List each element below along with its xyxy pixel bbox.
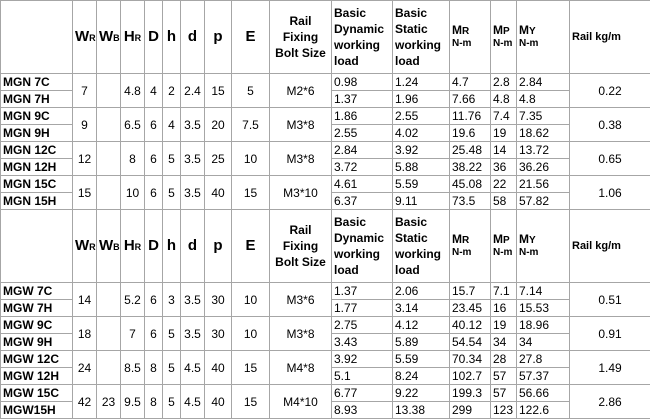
header-static: Basic Static working load [393,1,450,74]
dynamic-load-cell: 2.55 [332,125,393,142]
w-cell: 12 [73,142,97,176]
model-cell: MGN 12H [1,159,73,176]
dynamic-load-cell: 1.37 [332,283,393,300]
d-upper-cell: 4 [145,74,163,108]
bolt-cell: M3*10 [270,176,332,210]
e-cell: 10 [232,283,270,317]
wb-cell: 23 [97,385,121,419]
mp-cell: 2.8 [491,74,517,91]
rail-weight-cell: 2.86 [570,385,650,419]
header-mr-unit: N-m [452,247,471,258]
h-lower-cell: 2 [163,74,181,108]
my-cell: 2.84 [517,74,570,91]
static-load-cell: 5.89 [393,334,450,351]
header-mp-symbol: M [493,232,503,246]
header-mr-unit: N-m [452,38,471,49]
mr-cell: 11.76 [450,108,491,125]
my-cell: 56.66 [517,385,570,402]
model-cell: MGW 7H [1,300,73,317]
static-load-cell: 13.38 [393,402,450,419]
e-cell: 10 [232,317,270,351]
h-lower-cell: 5 [163,351,181,385]
header-dynamic: Basic Dynamic working load [332,210,393,283]
h-cell: 7 [121,317,145,351]
mp-cell: 57 [491,385,517,402]
mp-cell: 14 [491,142,517,159]
header-p [205,210,232,283]
header-mp-symbol: M [493,23,503,37]
mp-cell: 34 [491,334,517,351]
my-cell: 15.53 [517,300,570,317]
header-mp [491,210,517,283]
header-e [232,1,270,74]
w-cell: 42 [73,385,97,419]
header-w-subscript: R [89,33,96,43]
h-lower-cell: 5 [163,385,181,419]
dynamic-load-cell: 2.75 [332,317,393,334]
header-bolt: Rail Fixing Bolt Size [270,210,332,283]
header-mp-subscript: P [503,235,510,246]
table-row [1,176,650,193]
model-cell: MGW 12C [1,351,73,368]
dynamic-load-cell: 1.37 [332,91,393,108]
d-lower-cell: 3.5 [181,283,205,317]
mr-cell: 54.54 [450,334,491,351]
dynamic-load-cell: 3.43 [332,334,393,351]
mr-cell: 25.48 [450,142,491,159]
wb-cell [97,74,121,108]
header-d-lower [181,210,205,283]
header-rail-kg: Rail kg/m [570,1,650,74]
mp-cell: 58 [491,193,517,210]
dynamic-load-cell: 1.86 [332,108,393,125]
dynamic-load-cell: 6.77 [332,385,393,402]
static-load-cell: 1.96 [393,91,450,108]
table-row [1,283,650,300]
static-load-cell: 4.02 [393,125,450,142]
h-lower-cell: 4 [163,108,181,142]
header-bolt: Rail Fixing Bolt Size [270,1,332,74]
mp-cell: 22 [491,176,517,193]
mp-cell: 19 [491,125,517,142]
mp-cell: 57 [491,368,517,385]
mr-cell: 102.7 [450,368,491,385]
h-lower-cell: 3 [163,283,181,317]
header-mr-subscript: R [462,26,469,37]
h-cell: 9.5 [121,385,145,419]
h-lower-cell: 5 [163,317,181,351]
h-cell: 10 [121,176,145,210]
bolt-cell: M3*8 [270,317,332,351]
header-my-subscript: Y [529,235,536,246]
mp-cell: 7.1 [491,283,517,300]
spec-table-body [1,1,650,419]
header-mp-subscript: P [503,26,510,37]
rail-weight-cell: 1.06 [570,176,650,210]
model-cell: MGW 15C [1,385,73,402]
header-mr-symbol: M [452,23,462,37]
header-mr-symbol: M [452,232,462,246]
model-cell: MGN 15H [1,193,73,210]
my-cell: 18.62 [517,125,570,142]
model-cell: MGN 7C [1,74,73,91]
w-cell: 14 [73,283,97,317]
header-d-lower-symbol: d [188,237,197,254]
d-lower-cell: 2.4 [181,74,205,108]
model-cell: MGN 9C [1,108,73,125]
header-p [205,1,232,74]
header-rail-kg: Rail kg/m [570,210,650,283]
mr-cell: 199.3 [450,385,491,402]
static-load-cell: 5.59 [393,351,450,368]
p-cell: 40 [205,351,232,385]
d-lower-cell: 4.5 [181,351,205,385]
header-my-symbol: M [519,232,529,246]
w-cell: 18 [73,317,97,351]
p-cell: 40 [205,385,232,419]
d-lower-cell: 4.5 [181,385,205,419]
d-lower-cell: 3.5 [181,317,205,351]
rail-weight-cell: 1.49 [570,351,650,385]
wb-cell [97,317,121,351]
h-cell: 8.5 [121,351,145,385]
model-cell: MGN 9H [1,125,73,142]
model-cell: MGW 7C [1,283,73,300]
static-load-cell: 8.24 [393,368,450,385]
header-e-symbol: E [245,28,255,45]
table-row [1,74,650,91]
rail-weight-cell: 0.51 [570,283,650,317]
p-cell: 25 [205,142,232,176]
header-h-lower-symbol: h [167,28,176,45]
static-load-cell: 2.55 [393,108,450,125]
dynamic-load-cell: 6.37 [332,193,393,210]
mr-cell: 299 [450,402,491,419]
dynamic-load-cell: 4.61 [332,176,393,193]
model-cell: MGW 9H [1,334,73,351]
header-wb-subscript: B [113,33,120,43]
wb-cell [97,142,121,176]
model-cell: MGW 9C [1,317,73,334]
mr-cell: 19.6 [450,125,491,142]
header-h-symbol: H [124,237,135,254]
header-my [517,1,570,74]
dynamic-load-cell: 8.93 [332,402,393,419]
h-cell: 6.5 [121,108,145,142]
header-mp-unit: N-m [493,38,512,49]
d-lower-cell: 3.5 [181,142,205,176]
dynamic-load-cell: 2.84 [332,142,393,159]
header-wb [97,210,121,283]
mr-cell: 40.12 [450,317,491,334]
wb-cell [97,176,121,210]
dynamic-load-cell: 5.1 [332,368,393,385]
my-cell: 36.26 [517,159,570,176]
h-cell: 8 [121,142,145,176]
wb-cell [97,351,121,385]
p-cell: 30 [205,317,232,351]
my-cell: 27.8 [517,351,570,368]
header-w [73,1,97,74]
my-cell: 13.72 [517,142,570,159]
p-cell: 20 [205,108,232,142]
header-wb-subscript: B [113,242,120,252]
mp-cell: 16 [491,300,517,317]
h-lower-cell: 5 [163,176,181,210]
header-wb [97,1,121,74]
header-my-symbol: M [519,23,529,37]
p-cell: 40 [205,176,232,210]
rail-weight-cell: 0.91 [570,317,650,351]
header-w-symbol: W [75,237,89,254]
mr-cell: 70.34 [450,351,491,368]
header-h-lower-symbol: h [167,237,176,254]
header-h-lower [163,1,181,74]
dynamic-load-cell: 1.77 [332,300,393,317]
static-load-cell: 3.92 [393,142,450,159]
header-e [232,210,270,283]
p-cell: 15 [205,74,232,108]
mp-cell: 7.4 [491,108,517,125]
model-cell: MGN 12C [1,142,73,159]
h-lower-cell: 5 [163,142,181,176]
mr-cell: 15.7 [450,283,491,300]
p-cell: 30 [205,283,232,317]
header-h [121,210,145,283]
model-cell: MGN 7H [1,91,73,108]
header-wb-symbol: W [99,237,113,254]
mr-cell: 23.45 [450,300,491,317]
d-lower-cell: 3.5 [181,108,205,142]
header-d-upper [145,210,163,283]
header-wb-symbol: W [99,28,113,45]
rail-weight-cell: 0.22 [570,74,650,108]
header-mp [491,1,517,74]
mp-cell: 4.8 [491,91,517,108]
mp-cell: 19 [491,317,517,334]
header-h [121,1,145,74]
header-p-symbol: p [213,28,222,45]
rail-weight-cell: 0.65 [570,142,650,176]
wb-cell [97,283,121,317]
header-d-upper-symbol: D [148,28,159,45]
w-cell: 7 [73,74,97,108]
table-row [1,108,650,125]
e-cell: 15 [232,385,270,419]
my-cell: 57.37 [517,368,570,385]
header-model-cell [1,210,73,283]
my-cell: 18.96 [517,317,570,334]
my-cell: 7.35 [517,108,570,125]
header-model-cell [1,1,73,74]
table-row [1,385,650,402]
bolt-cell: M3*8 [270,142,332,176]
bolt-cell: M3*8 [270,108,332,142]
static-load-cell: 9.22 [393,385,450,402]
header-h-subscript: R [135,242,142,252]
mp-cell: 36 [491,159,517,176]
header-d-upper [145,1,163,74]
header-w-symbol: W [75,28,89,45]
e-cell: 15 [232,351,270,385]
my-cell: 122.6 [517,402,570,419]
model-cell: MGW15H [1,402,73,419]
header-p-symbol: p [213,237,222,254]
my-cell: 21.56 [517,176,570,193]
header-row-0 [1,1,650,74]
static-load-cell: 1.24 [393,74,450,91]
static-load-cell: 4.12 [393,317,450,334]
header-d-lower [181,1,205,74]
mr-cell: 45.08 [450,176,491,193]
d-upper-cell: 6 [145,283,163,317]
w-cell: 9 [73,108,97,142]
mr-cell: 4.7 [450,74,491,91]
d-lower-cell: 3.5 [181,176,205,210]
d-upper-cell: 8 [145,351,163,385]
d-upper-cell: 6 [145,108,163,142]
static-load-cell: 5.59 [393,176,450,193]
w-cell: 24 [73,351,97,385]
header-e-symbol: E [245,237,255,254]
e-cell: 5 [232,74,270,108]
header-my-subscript: Y [529,26,536,37]
static-load-cell: 9.11 [393,193,450,210]
bolt-cell: M4*8 [270,351,332,385]
header-my-unit: N-m [519,38,538,49]
bolt-cell: M3*6 [270,283,332,317]
header-w [73,210,97,283]
bolt-cell: M4*10 [270,385,332,419]
my-cell: 34 [517,334,570,351]
d-upper-cell: 6 [145,176,163,210]
dynamic-load-cell: 3.92 [332,351,393,368]
d-upper-cell: 8 [145,385,163,419]
header-mr-subscript: R [462,235,469,246]
header-d-upper-symbol: D [148,237,159,254]
header-h-symbol: H [124,28,135,45]
w-cell: 15 [73,176,97,210]
header-mr [450,210,491,283]
static-load-cell: 3.14 [393,300,450,317]
header-row-1 [1,210,650,283]
h-cell: 5.2 [121,283,145,317]
model-cell: MGN 15C [1,176,73,193]
mr-cell: 7.66 [450,91,491,108]
header-dynamic: Basic Dynamic working load [332,1,393,74]
header-my [517,210,570,283]
model-cell: MGW 12H [1,368,73,385]
header-mp-unit: N-m [493,247,512,258]
header-static: Basic Static working load [393,210,450,283]
e-cell: 10 [232,142,270,176]
header-w-subscript: R [89,242,96,252]
e-cell: 7.5 [232,108,270,142]
my-cell: 7.14 [517,283,570,300]
table-row [1,142,650,159]
static-load-cell: 5.88 [393,159,450,176]
mr-cell: 73.5 [450,193,491,210]
static-load-cell: 2.06 [393,283,450,300]
header-h-lower [163,210,181,283]
h-cell: 4.8 [121,74,145,108]
rail-weight-cell: 0.38 [570,108,650,142]
header-mr [450,1,491,74]
d-upper-cell: 6 [145,317,163,351]
d-upper-cell: 6 [145,142,163,176]
dynamic-load-cell: 0.98 [332,74,393,91]
header-my-unit: N-m [519,247,538,258]
my-cell: 4.8 [517,91,570,108]
mr-cell: 38.22 [450,159,491,176]
mp-cell: 28 [491,351,517,368]
table-row [1,351,650,368]
e-cell: 15 [232,176,270,210]
mp-cell: 123 [491,402,517,419]
bolt-cell: M2*6 [270,74,332,108]
header-h-subscript: R [135,33,142,43]
dynamic-load-cell: 3.72 [332,159,393,176]
my-cell: 57.82 [517,193,570,210]
header-d-lower-symbol: d [188,28,197,45]
wb-cell [97,108,121,142]
table-row [1,317,650,334]
